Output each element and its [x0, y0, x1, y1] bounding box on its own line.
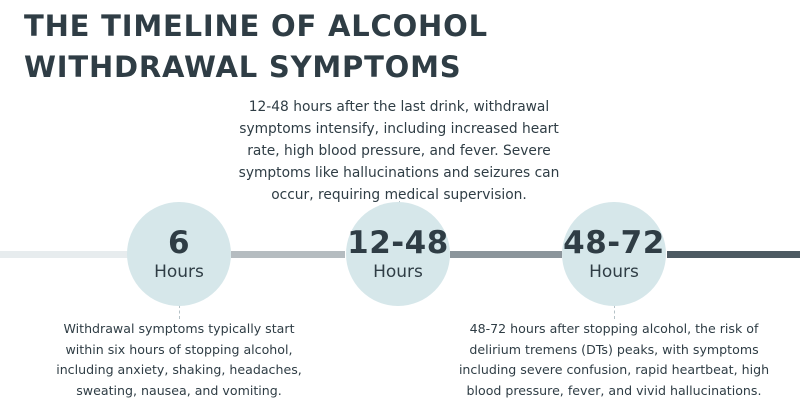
description-line: delirium tremens (DTs) peaks, with symptoms: [469, 341, 759, 357]
description-line: within six hours of stopping alcohol,: [65, 341, 293, 357]
connector-6: [179, 305, 180, 319]
timeline-segment-4: [667, 251, 800, 258]
milestone-unit: Hours: [589, 262, 639, 282]
description-line: including severe confusion, rapid heartbeat, high: [458, 362, 770, 377]
milestone-6-hours: [127, 202, 231, 306]
milestone-unit: Hours: [373, 262, 423, 282]
milestone-12-48-hours: [346, 202, 450, 306]
description-12-48-hours: [231, 96, 567, 206]
description-line: sweating, nausea, and vomiting.: [76, 382, 282, 398]
milestone-48-72-hours: [562, 202, 666, 306]
title-line-1: THE TIMELINE OF ALCOHOL: [24, 9, 488, 43]
description-line: 48-72 hours after stopping alcohol, the risk of: [469, 321, 759, 336]
description-line: rate, high blood pressure, and fever. Severe: [247, 143, 551, 159]
description-line: symptoms intensify, including increased heart: [239, 121, 559, 137]
description-line: blood pressure, fever, and vivid hallucinations.: [466, 382, 762, 398]
connector-48-72: [614, 305, 615, 319]
milestone-value: 12-48: [347, 225, 449, 261]
description-line: symptoms like hallucinations and seizures can: [238, 165, 560, 181]
description-line: Withdrawal symptoms typically start: [63, 321, 295, 336]
description-48-72-hours: [454, 319, 774, 401]
title-line-2: WITHDRAWAL SYMPTOMS: [24, 50, 462, 84]
description-line: including anxiety, shaking, headaches,: [56, 362, 302, 377]
description-line: 12-48 hours after the last drink, withdrawal: [248, 99, 550, 115]
timeline-segment-3: [450, 251, 562, 258]
timeline-segment-1: [0, 251, 128, 258]
milestone-value: 6: [167, 225, 191, 261]
page-title: [24, 6, 584, 88]
milestone-value: 48-72: [563, 225, 665, 261]
description-6-hours: [44, 319, 314, 401]
milestone-unit: Hours: [154, 262, 204, 282]
description-line: occur, requiring medical supervision.: [271, 187, 527, 203]
timeline-segment-2: [231, 251, 345, 258]
